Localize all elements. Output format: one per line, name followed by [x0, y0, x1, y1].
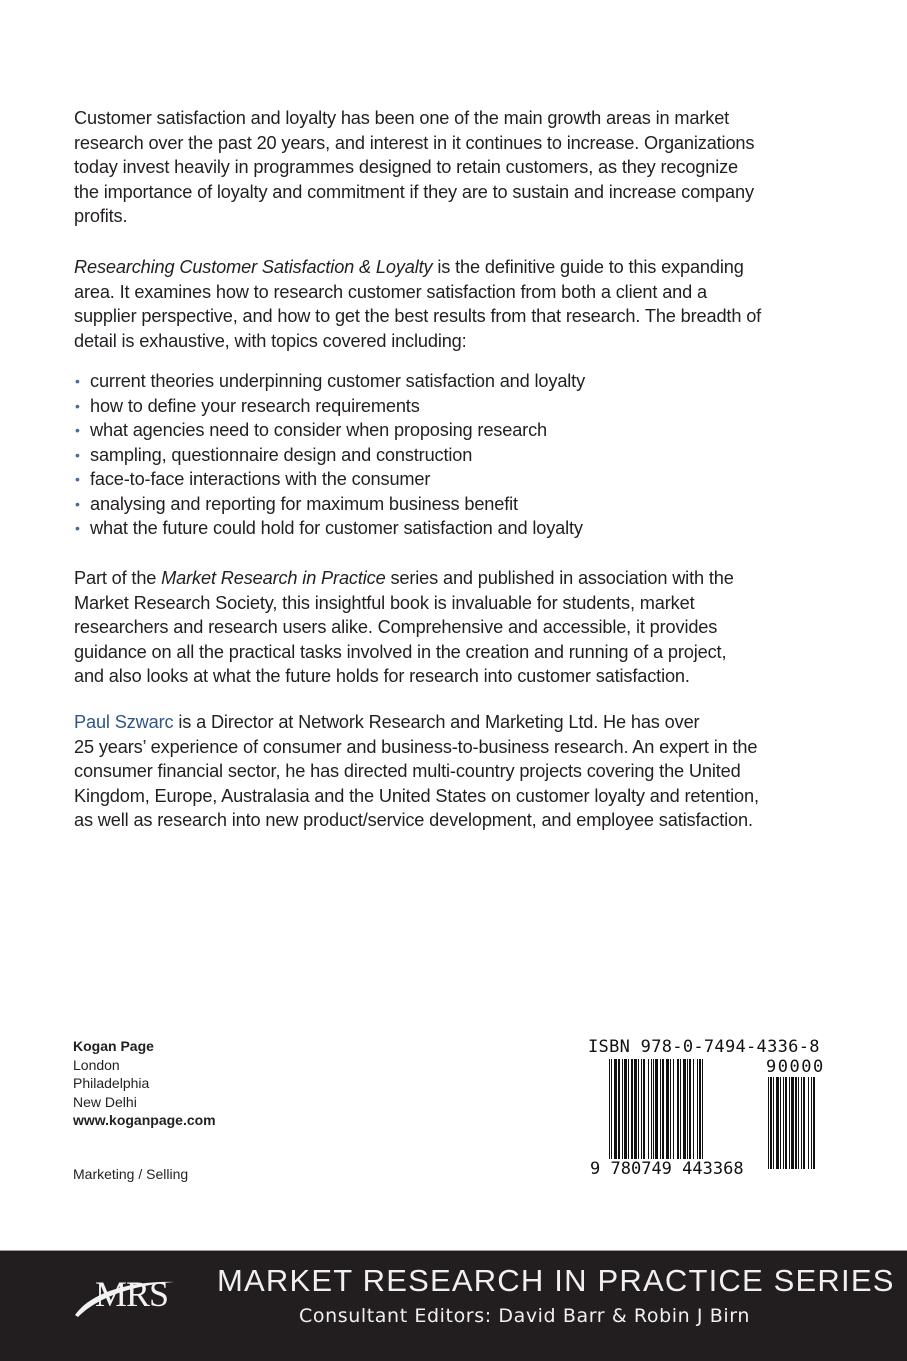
series-footer — [0, 1250, 907, 1361]
text-line: as well as research into new product/service development, and employee satisfaction. — [74, 810, 753, 830]
text-fragment: Part of the — [74, 568, 162, 588]
topic-text: how to define your research requirements — [90, 395, 420, 416]
series-editors: Consultant Editors: David Barr & Robin J Birn — [299, 1305, 750, 1327]
intro-paragraph — [74, 106, 844, 229]
mrs-logo-text: MRS — [95, 1274, 169, 1314]
publisher-city: Philadelphia — [73, 1075, 150, 1091]
bullet-icon: • — [75, 446, 80, 463]
category-label: Marketing / Selling — [73, 1166, 189, 1182]
topic-text: analysing and reporting for maximum business benefit — [90, 493, 518, 514]
text-line: the importance of loyalty and commitment if they are to sustain and increase company — [74, 181, 754, 202]
bullet-icon: • — [75, 422, 80, 438]
price-code: 90000 — [766, 1057, 825, 1077]
text-line: research over the past 20 years, and interest in it continues to increase. Organizations — [74, 132, 755, 153]
text-line — [74, 710, 844, 735]
list-item — [74, 418, 844, 443]
list-item — [74, 467, 844, 492]
author-name: Paul Szwarc — [74, 712, 174, 732]
text-fragment: is a Director at Network Research and Marketing Ltd. He has over — [173, 712, 700, 732]
text-line: researchers and research users alike. Comprehensive and accessible, it provides — [74, 617, 718, 637]
bullet-icon: • — [75, 373, 80, 389]
text-line: Kingdom, Europe, Australasia and the United States on customer loyalty and retention, — [74, 785, 759, 806]
text-line: today invest heavily in programmes designed to retain customers, as they recognize — [74, 157, 739, 177]
isbn-barcode — [588, 1037, 838, 1187]
publisher-city: London — [73, 1056, 120, 1073]
text-line: consumer financial sector, he has directed multi-country projects covering the United — [74, 761, 741, 781]
publisher-name: Kogan Page — [73, 1038, 154, 1054]
ean-digits — [590, 1159, 746, 1179]
publisher-city: New Delhi — [73, 1093, 137, 1110]
text-line — [74, 255, 844, 280]
list-item — [74, 492, 844, 517]
topic-text: what the future could hold for customer satisfaction and loyalty — [90, 518, 583, 538]
text-line — [74, 566, 844, 591]
publisher-block — [73, 1037, 216, 1130]
bullet-icon: • — [75, 520, 80, 536]
series-paragraph — [74, 566, 844, 689]
text-line: and also looks at what the future holds for research into customer satisfaction. — [74, 666, 690, 686]
text-line: area. It examines how to research customer satisfaction from both a client and a — [74, 281, 707, 302]
isbn-label: ISBN 978-0-7494-4336-8 — [588, 1037, 820, 1057]
topic-text: current theories underpinning customer satisfaction and loyalty — [90, 371, 586, 391]
barcode-bars — [609, 1059, 757, 1169]
text-line: guidance on all the practical tasks involved in the creation and running of a project, — [74, 641, 727, 662]
list-item — [74, 394, 844, 419]
text-line: supplier perspective, and how to get the best results from that research. The breadth of — [74, 306, 762, 326]
text-line: Market Research Society, this insightful book is invaluable for students, market — [74, 592, 695, 613]
topic-text: face-to-face interactions with the consumer — [90, 469, 431, 489]
ean-first-digit: 9 — [590, 1159, 601, 1179]
list-item — [74, 369, 844, 394]
bullet-icon: • — [75, 397, 80, 414]
text-fragment: series and published in association with the — [385, 568, 734, 588]
barcode-addon-bars — [768, 1077, 841, 1169]
topics-list — [74, 369, 844, 541]
topic-text: what agencies need to consider when proposing research — [90, 420, 547, 440]
book-title: Researching Customer Satisfaction & Loyalty — [74, 257, 433, 277]
list-item — [74, 443, 844, 468]
text-line: Customer satisfaction and loyalty has been one of the main growth areas in market — [74, 108, 730, 128]
topic-text: sampling, questionnaire design and construction — [90, 444, 473, 465]
bullet-icon: • — [75, 471, 80, 487]
text-line: 25 years’ experience of consumer and business-to-business research. An expert in the — [74, 736, 758, 757]
author-bio — [74, 710, 844, 833]
description-paragraph — [74, 255, 844, 353]
series-name: Market Research in Practice — [161, 568, 386, 588]
bullet-icon: • — [75, 495, 80, 512]
ean-number: 780749 443368 — [610, 1159, 744, 1179]
list-item — [74, 516, 844, 541]
text-fragment: is the definitive guide to this expanding — [432, 257, 744, 277]
series-title: MARKET RESEARCH IN PRACTICE SERIES — [217, 1263, 895, 1298]
text-line: profits. — [74, 206, 128, 226]
publisher-website[interactable]: www.koganpage.com — [73, 1112, 216, 1128]
text-line: detail is exhaustive, with topics covered including: — [74, 330, 467, 351]
